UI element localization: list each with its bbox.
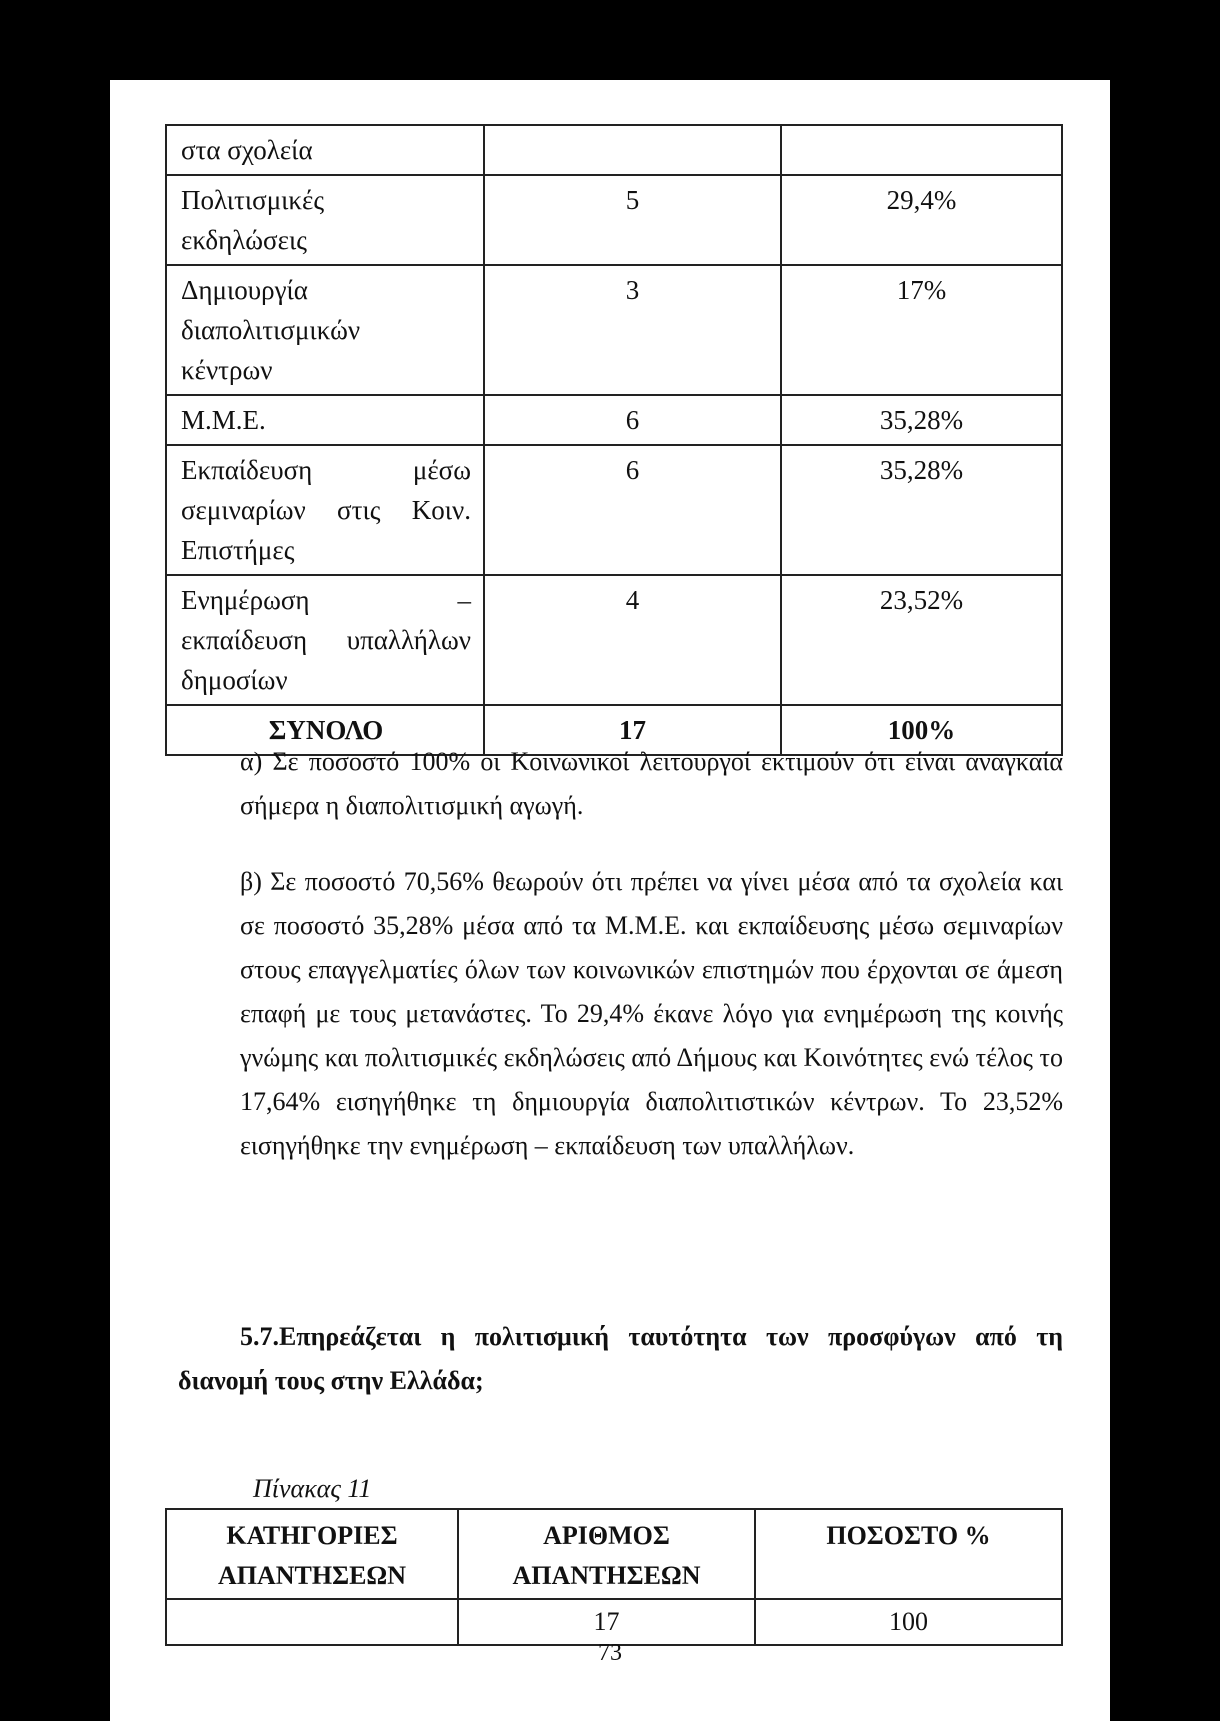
cell-count: 4 xyxy=(484,575,781,705)
table-row xyxy=(166,395,1062,445)
table-row xyxy=(166,575,1062,705)
cell-count: 5 xyxy=(484,175,781,265)
cell-label xyxy=(166,395,484,445)
section-heading-text: 5.7.Επηρεάζεται η πολιτισμική ταυτότητα των προσφύγων από τη διανομή τους στην Ελλάδα; xyxy=(178,1322,1063,1395)
cell-label-line: εκδηλώσεις xyxy=(181,225,307,255)
table-header-row xyxy=(166,1509,1062,1599)
cell-label-line: στα σχολεία xyxy=(181,135,313,165)
page-number: 73 xyxy=(598,1640,622,1666)
table-caption: Πίνακας 11 xyxy=(253,1474,372,1503)
table-row xyxy=(166,175,1062,265)
cell-percent: 23,52% xyxy=(781,575,1062,705)
cell-label-line: Πολιτισμικές xyxy=(181,185,325,215)
cell-percent: 100 xyxy=(755,1599,1062,1645)
cell-label xyxy=(166,125,484,175)
cell-label xyxy=(166,265,484,395)
total-label: ΣΥΝΟΛΟ xyxy=(166,705,484,755)
section-heading xyxy=(178,1315,1063,1403)
responses-table xyxy=(165,124,1063,756)
table-row xyxy=(166,265,1062,395)
cell-label-line: Επιστήμες xyxy=(181,535,295,565)
table-row xyxy=(166,1599,1062,1645)
paragraph-b xyxy=(178,860,1063,1168)
cell-label-line: δημοσίων xyxy=(181,665,288,695)
total-percent: 100% xyxy=(781,705,1062,755)
cell-count: 6 xyxy=(484,395,781,445)
cell-category xyxy=(166,1599,458,1645)
cell-label-line: Εκπαίδευση μέσω xyxy=(181,455,471,485)
cell-count: 6 xyxy=(484,445,781,575)
cell-label-line: εκπαίδευση υπαλλήλων xyxy=(181,625,471,655)
header-percent: ΠΟΣΟΣΤΟ % xyxy=(755,1509,1062,1599)
cell-label xyxy=(166,575,484,705)
cell-label-line: διαπολιτισμικών xyxy=(181,315,361,345)
paragraph-a xyxy=(178,740,1063,828)
paragraph-a-text: α) Σε ποσοστό 100% οι Κοινωνικοί λειτουργοί εκτιμούν ότι είναι αναγκαία σήμερα η διαπολιτισμική αγωγή. xyxy=(240,747,1063,820)
header-count: ΑΡΙΘΜΟΣ ΑΠΑΝΤΗΣΕΩΝ xyxy=(458,1509,755,1599)
cell-label-line: Μ.Μ.Ε. xyxy=(181,405,266,435)
document-page xyxy=(110,80,1110,1721)
table-row xyxy=(166,125,1062,175)
cell-percent xyxy=(781,125,1062,175)
header-categories: ΚΑΤΗΓΟΡΙΕΣ ΑΠΑΝΤΗΣΕΩΝ xyxy=(166,1509,458,1599)
paragraph-b-text: β) Σε ποσοστό 70,56% θεωρούν ότι πρέπει να γίνει μέσα από τα σχολεία και σε ποσοστό 35,28% μέσα από τα Μ.Μ.Ε. και εκπαίδευσης μέσω σεμιναρίων στους επαγγελματίες όλων των κοινωνικών επιστημών που έρχονται σε άμεση επαφή με τους μετανάστες. Το 29,4% έκανε λόγο για ενημέρωση της κοινής γνώμης και πολιτισμικές εκδηλώσεις από Δήμους και Κοινότητες ενώ τέλος το 17,64% εισηγήθηκε τη δημιουργία διαπολιτιστικών κέντρων. Το 23,52% εισηγήθηκε την ενημέρωση – εκπαίδευση των υπαλλήλων. xyxy=(240,867,1063,1160)
total-count: 17 xyxy=(484,705,781,755)
cell-label xyxy=(166,175,484,265)
cell-count xyxy=(484,125,781,175)
cell-percent: 29,4% xyxy=(781,175,1062,265)
cell-label-line: κέντρων xyxy=(181,355,273,385)
table-row xyxy=(166,445,1062,575)
cell-percent: 17% xyxy=(781,265,1062,395)
categories-table xyxy=(165,1508,1063,1646)
cell-label-line: Ενημέρωση – xyxy=(181,585,471,615)
cell-percent: 35,28% xyxy=(781,395,1062,445)
cell-label-line: σεμιναρίων στις Κοιν. xyxy=(181,495,471,525)
cell-count: 3 xyxy=(484,265,781,395)
cell-percent: 35,28% xyxy=(781,445,1062,575)
cell-label-line: Δημιουργία xyxy=(181,275,308,305)
cell-label xyxy=(166,445,484,575)
cell-count: 17 xyxy=(458,1599,755,1645)
